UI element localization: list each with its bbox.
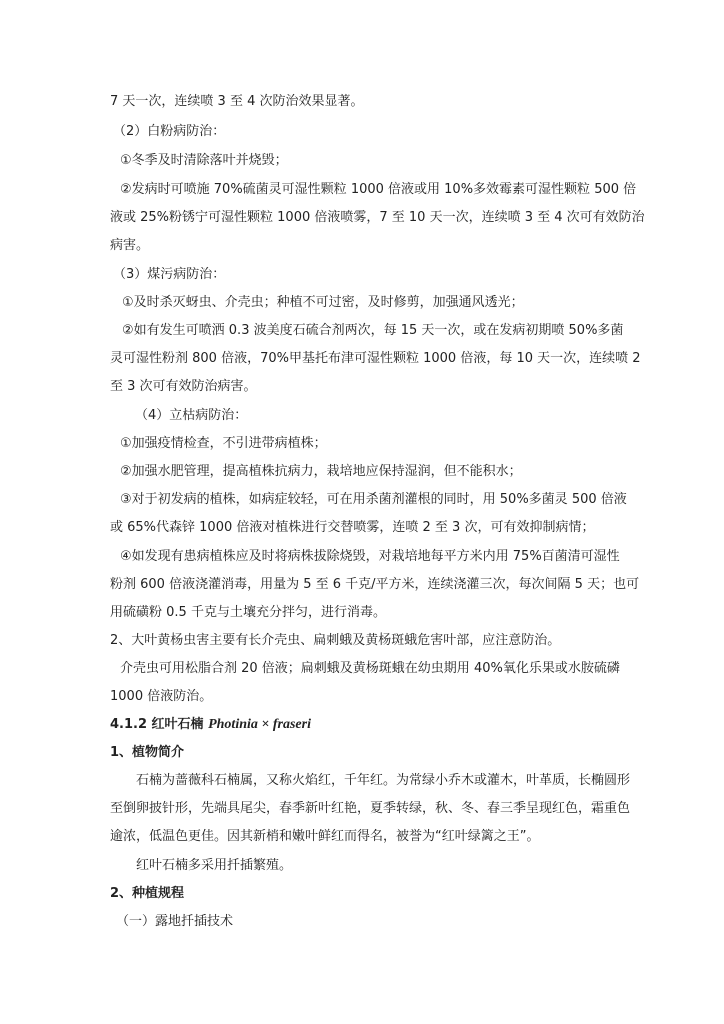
text-line: ②发病时可喷施 70%硫菌灵可湿性颗粒 1000 倍液或用 10%多效霉素可湿性颗粒 500 倍: [120, 182, 637, 197]
text-line: 2、大叶黄杨虫害主要有长介壳虫、扁刺蛾及黄杨斑蛾危害叶部，应注意防治。: [110, 633, 561, 648]
text-line: 或 65%代森锌 1000 倍液对植株进行交替喷雾，连喷 2 至 3 次，可有效抑制病情；: [110, 520, 595, 535]
text-line: 1000 倍液防治。: [110, 689, 213, 704]
subheading-sooty-mold: （3）煤污病防治：: [113, 267, 226, 282]
text-line: ①加强疫情检查，不引进带病植株；: [120, 436, 327, 451]
text-line: ①及时杀灭蚜虫、介壳虫；种植不可过密，及时修剪，加强通风透光；: [122, 295, 524, 310]
intro-heading: 1、植物简介: [110, 745, 185, 760]
text-line: 至 3 次可有效防治病害。: [110, 379, 257, 394]
section-title-cn: 红叶石楠: [151, 717, 204, 732]
text-line: ④如发现有患病植株应及时将病株拔除烧毁，对栽培地每平方米内用 75%百菌清可湿性: [120, 549, 620, 564]
text-line: 灵可湿性粉剂 800 倍液，70%甲基托布津可湿性颗粒 1000 倍液，每 10 天一次，连续喷 2: [110, 351, 641, 366]
text-line: ②加强水肥管理，提高植株抗病力，栽培地应保持湿润，但不能积水；: [120, 464, 522, 479]
section-number: 4.1.2: [110, 717, 148, 732]
subheading-damping-off: （4）立枯病防治：: [135, 408, 248, 423]
planting-subheading: （一）露地扦插技术: [116, 914, 234, 929]
text-line: 介壳虫可用松脂合剂 20 倍液；扁刺蛾及黄杨斑蛾在幼虫期用 40%氧化乐果或水胺硫磷: [120, 661, 620, 676]
text-line: 逾浓，低温色更佳。因其新梢和嫩叶鲜红而得名，被誉为“红叶绿篱之王”。: [110, 829, 540, 844]
text-line: ③对于初发病的植株，如病症较轻，可在用杀菌剂灌根的同时，用 50%多菌灵 500 倍液: [120, 492, 627, 507]
section-heading: [110, 715, 311, 735]
text-line: 病害。: [110, 238, 150, 253]
text-line: 红叶石楠多采用扦插繁殖。: [136, 858, 293, 873]
text-line: 液或 25%粉锈宁可湿性颗粒 1000 倍液喷雾，7 至 10 天一次，连续喷 3 至 4 次可有效防治: [110, 210, 645, 225]
text-line: ②如有发生可喷洒 0.3 波美度石硫合剂两次，每 15 天一次，或在发病初期喷 50%多菌: [122, 323, 624, 338]
text-line: 7 天一次，连续喷 3 至 4 次防治效果显著。: [110, 94, 364, 109]
subheading-powdery-mildew: （2）白粉病防治：: [113, 124, 226, 139]
text-line: ①冬季及时清除落叶并烧毁；: [120, 153, 288, 168]
text-line: 至倒卵披针形，先端具尾尖，春季新叶红艳，夏季转绿，秋、冬、春三季呈现红色，霜重色: [110, 801, 631, 816]
planting-heading: 2、种植规程: [110, 886, 185, 901]
text-line: 粉剂 600 倍液浇灌消毒，用量为 5 至 6 千克/平方米，连续浇灌三次，每次间隔 5 天；也可: [110, 577, 640, 592]
text-line: 用硫磺粉 0.5 千克与土壤充分拌匀，进行消毒。: [110, 605, 386, 620]
text-line: 石楠为蔷薇科石楠属，又称火焰红，千年红。为常绿小乔木或灌木，叶革质，长椭圆形: [136, 773, 631, 788]
section-title-latin: Photinia × fraseri: [208, 717, 311, 732]
